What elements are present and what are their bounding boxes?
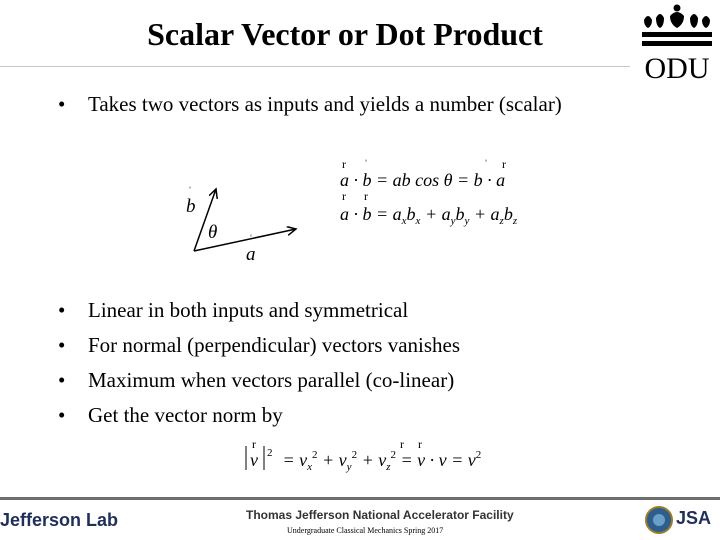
bullet-dot: • [58,333,66,357]
bullet-dot: • [58,403,66,427]
svg-text:v2 = vx2 + vy2 + vz2 = v · v =: v $2 = v_x^2 + v_y^2 + v_z^2 = v \cdot v = v^2$ [250,447,482,473]
bullet-item [58,368,454,393]
odu-logo [638,2,716,85]
bullet-item [58,298,408,323]
bullet-text: Maximum when vectors parallel (co-linear) [88,368,455,392]
doe-seal-icon [644,505,674,535]
bullet-text: Get the vector norm by [88,403,283,427]
vector-b-label: ˈ b [186,184,196,217]
footer-divider [0,497,720,500]
svg-text:r: r [364,189,368,203]
bullet-item [58,403,283,428]
jsa-logo: JSA [676,508,712,528]
slide-title: Scalar Vector or Dot Product [147,16,543,52]
course-label: Undergraduate Classical Mechanics Spring 2017 [287,526,444,535]
bullet-text: For normal (perpendicular) vectors vanishes [88,333,461,357]
bullet-text: Linear in both inputs and symmetrical [88,298,409,322]
bullet-dot: • [58,368,66,392]
svg-text:ˈ: ˈ [364,157,368,171]
bullet-dot: • [58,92,66,116]
svg-text:r: r [418,437,422,451]
odu-logo-text: ODU [644,52,710,85]
dot-product-equations [336,156,546,232]
bullet-item [58,92,562,117]
equation-component-form: $a \cdot b = a_xb_x + a_yb_y + a_zb_z$ [340,204,518,227]
svg-text:r: r [400,437,404,451]
theta-label: θ [208,222,218,243]
svg-text:ˈ: ˈ [484,157,488,171]
svg-text:r: r [342,189,346,203]
crown-icon [638,2,716,85]
svg-text:r: r [342,157,346,171]
svg-text:r: r [502,157,506,171]
svg-text:r: r [252,437,256,451]
facility-name: Thomas Jefferson National Accelerator Facility [246,508,514,522]
title-divider [0,66,630,67]
vector-norm-equation [240,436,480,476]
bullet-item [58,333,460,358]
equation-magnitude-form: a · b = ab cos θ = b · a [340,170,506,190]
bullet-dot: • [58,298,66,322]
vector-a-label: ˈ a [246,232,256,265]
bullet-text: Takes two vectors as inputs and yields a number (scalar) [88,92,562,116]
vector-angle-diagram [180,185,310,265]
jefferson-lab-logo: Jefferson Lab [0,510,119,530]
